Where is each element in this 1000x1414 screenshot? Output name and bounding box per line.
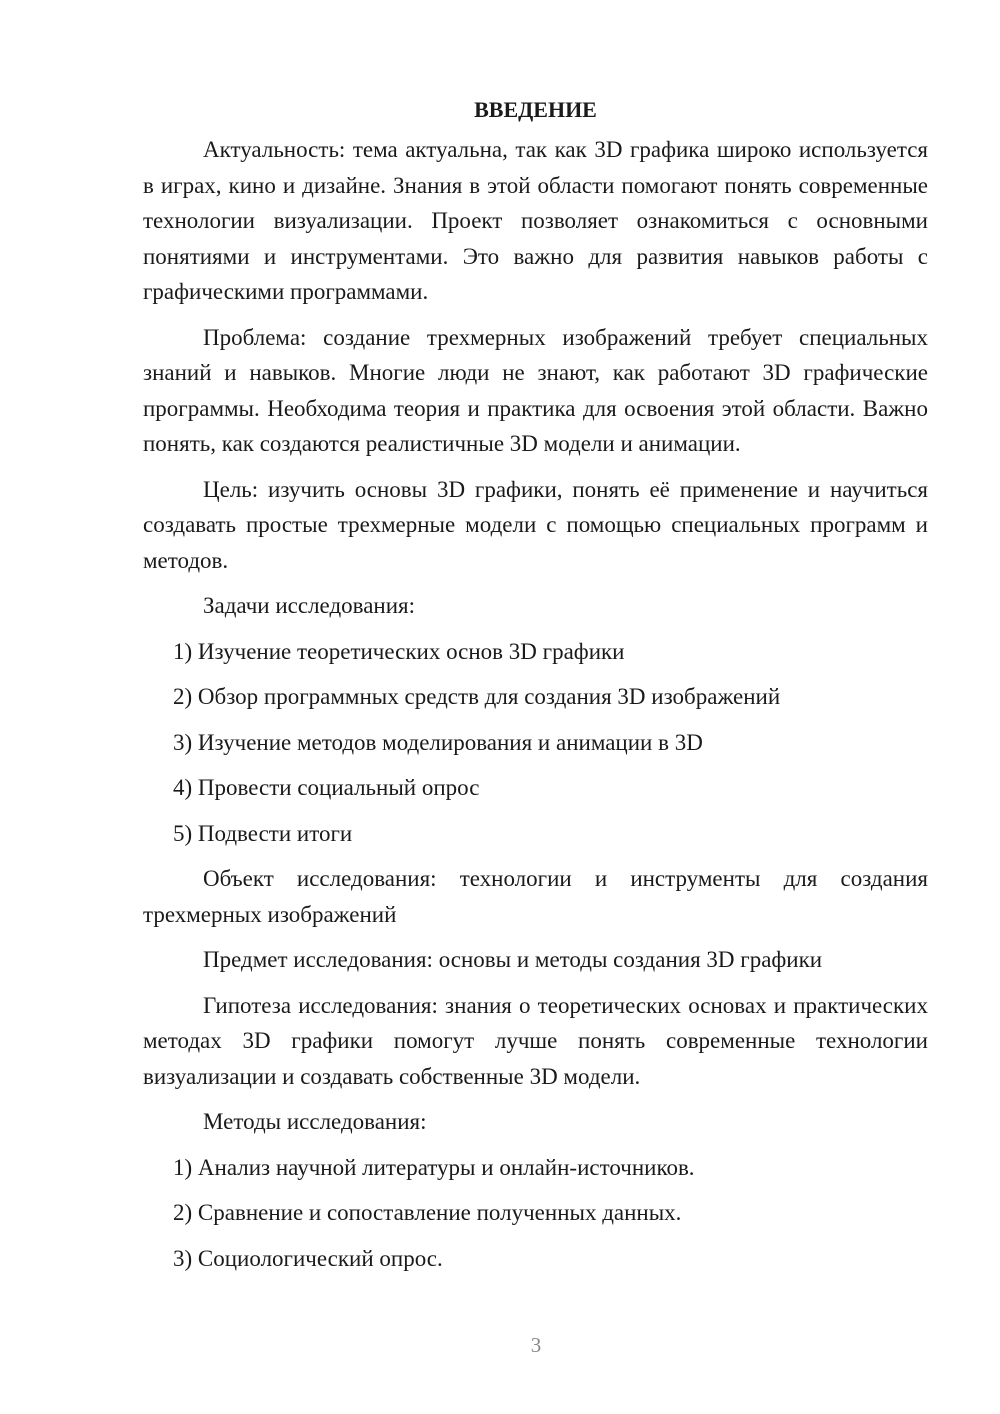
list-item: 3) Изучение методов моделирования и анимации в 3D: [173, 729, 703, 755]
list-item: 1) Анализ научной литературы и онлайн-источников.: [173, 1154, 695, 1180]
object-paragraph: Объект исследования: технологии и инструменты для создания трехмерных изображений: [143, 866, 928, 927]
methods-title: Методы исследования:: [203, 1109, 427, 1134]
section-heading: ВВЕДЕНИЕ: [474, 97, 597, 122]
problem-paragraph: Проблема: создание трехмерных изображений требует специальных знаний и навыков. Многие люди не знают, как работают 3D графические программы. Необходима теория и практика для освоения этой области. Важно понять, как создаются реалистичные 3D модели и анимации.: [143, 324, 928, 456]
list-item: 2) Обзор программных средств для создания 3D изображений: [173, 684, 781, 709]
tasks-title: Задачи исследования:: [203, 593, 416, 618]
goal-paragraph: Цель: изучить основы 3D графики, понять её применение и научиться создавать простые трехмерные модели с помощью специальных программ и методов.: [143, 476, 928, 573]
tasks-list: [143, 634, 928, 852]
page-number: 3: [530, 1333, 542, 1357]
list-item: 5) Подвести итоги: [173, 820, 353, 846]
page-content: [143, 92, 928, 1286]
list-item: 4) Провести социальный опрос: [173, 775, 480, 800]
list-item: 2) Сравнение и сопоставление полученных данных.: [173, 1200, 682, 1225]
methods-list: [143, 1150, 928, 1277]
list-item: 3) Социологический опрос.: [173, 1245, 443, 1271]
relevance-paragraph: Актуальность: тема актуальна, так как 3D графика широко используется в играх, кино и дизайне. Знания в этой области помогают понять современные технологии визуализации. Проект позволяет ознакомиться с основными понятиями и инструментами. Это важно для развития навыков работы с графическими программами.: [143, 137, 928, 304]
hypothesis-paragraph: Гипотеза исследования: знания о теоретических основах и практических методах 3D графики помогут лучше понять современные технологии визуализации и создавать собственные 3D модели.: [143, 992, 928, 1089]
subject-paragraph: Предмет исследования: основы и методы создания 3D графики: [203, 947, 823, 972]
list-item: 1) Изучение теоретических основ 3D графики: [173, 638, 625, 664]
